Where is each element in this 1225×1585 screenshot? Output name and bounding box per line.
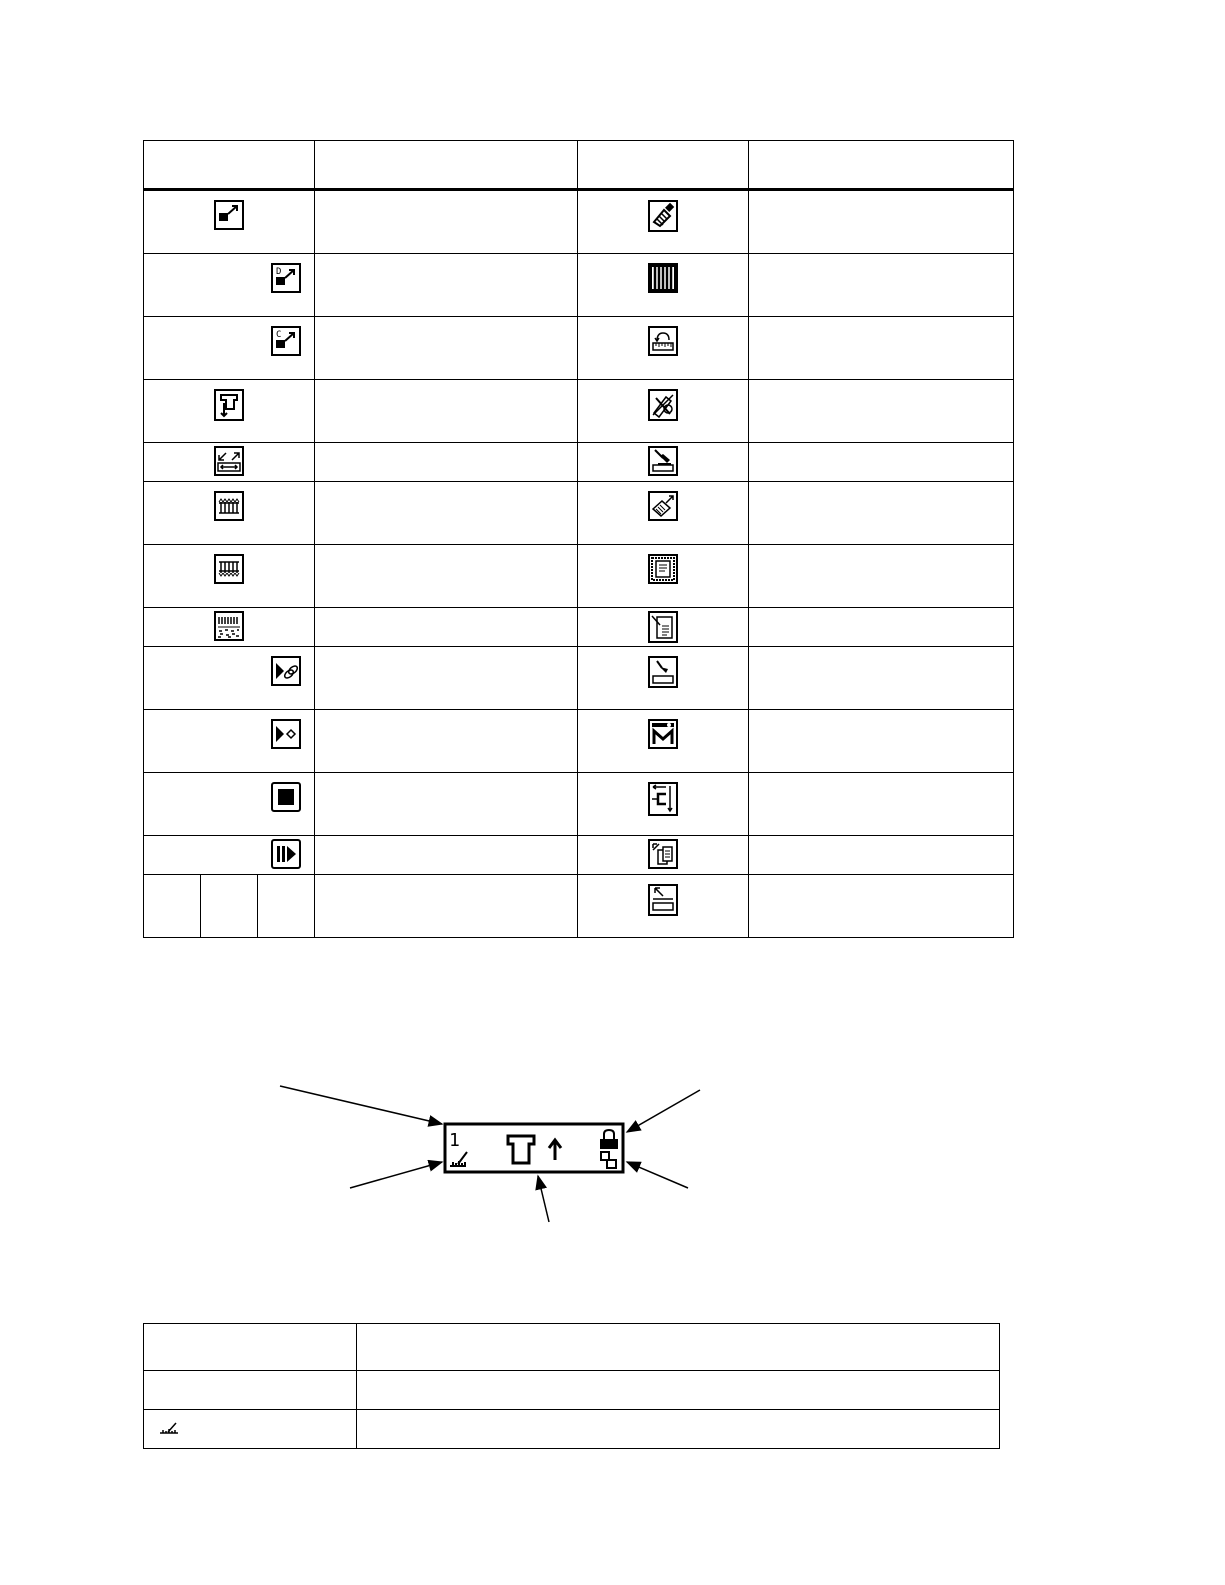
table-row xyxy=(144,647,1014,710)
table-row xyxy=(144,608,1014,647)
brush-plate-icon xyxy=(648,656,678,688)
undo-ruler-icon xyxy=(648,326,678,356)
table-row xyxy=(144,710,1014,773)
memory-card-icon xyxy=(648,719,678,749)
fence-down-icon xyxy=(214,554,244,584)
pause-play-icon xyxy=(271,839,301,869)
export-d-icon xyxy=(271,263,301,293)
table-row xyxy=(144,836,1014,875)
table-row xyxy=(144,317,1014,380)
page-cut-icon xyxy=(648,611,678,643)
icon-reference-table xyxy=(143,140,1014,938)
table-row xyxy=(144,545,1014,608)
table-row xyxy=(144,482,1014,545)
export-c-icon xyxy=(271,326,301,356)
callout-arrow xyxy=(627,1090,700,1132)
fence-up-icon xyxy=(214,491,244,521)
header-cell xyxy=(144,141,315,190)
no-tools-icon xyxy=(648,389,678,421)
table-row xyxy=(144,875,1014,938)
header-cell xyxy=(357,1324,1000,1371)
header-cell xyxy=(315,141,578,190)
play-link-icon xyxy=(271,656,301,686)
copy-pages-icon xyxy=(648,839,678,869)
table-header-row xyxy=(144,141,1014,190)
header-cell xyxy=(749,141,1014,190)
status-display-diagram xyxy=(0,1070,1225,1250)
svg-text:C: C xyxy=(275,330,282,340)
table-row xyxy=(144,254,1014,317)
header-cell xyxy=(144,1324,357,1371)
legend-table xyxy=(143,1323,1000,1449)
hatch-pattern-icon xyxy=(214,611,244,641)
callout-arrow xyxy=(280,1086,442,1124)
tshirt-down-icon xyxy=(214,389,244,421)
tray-swap-icon xyxy=(648,782,678,816)
table-row xyxy=(144,1410,1000,1449)
table-header-row xyxy=(144,1324,1000,1371)
table-row xyxy=(144,773,1014,836)
callout-arrow xyxy=(350,1162,442,1188)
play-diamond-icon xyxy=(271,719,301,749)
paint-brush-icon xyxy=(648,200,678,232)
callout-arrow xyxy=(538,1176,549,1222)
brush-stand-icon xyxy=(648,446,678,476)
status-display-panel xyxy=(445,1124,623,1172)
table-row xyxy=(144,443,1014,482)
ruler-signal-icon xyxy=(158,1421,180,1435)
vertical-bars-icon xyxy=(648,263,678,293)
line-number: 1 xyxy=(449,1130,460,1151)
header-cell xyxy=(578,141,749,190)
framed-page-icon xyxy=(648,554,678,584)
table-row xyxy=(144,1371,1000,1410)
table-row xyxy=(144,380,1014,443)
brochure-export-icon xyxy=(214,200,244,230)
stop-icon xyxy=(271,782,301,812)
plate-arrow-icon xyxy=(648,884,678,916)
resize-arrows-icon xyxy=(214,446,244,476)
table-row xyxy=(144,190,1014,254)
svg-text:D: D xyxy=(275,267,282,277)
stamp-pad-icon xyxy=(648,491,678,521)
callout-arrow xyxy=(627,1162,688,1188)
